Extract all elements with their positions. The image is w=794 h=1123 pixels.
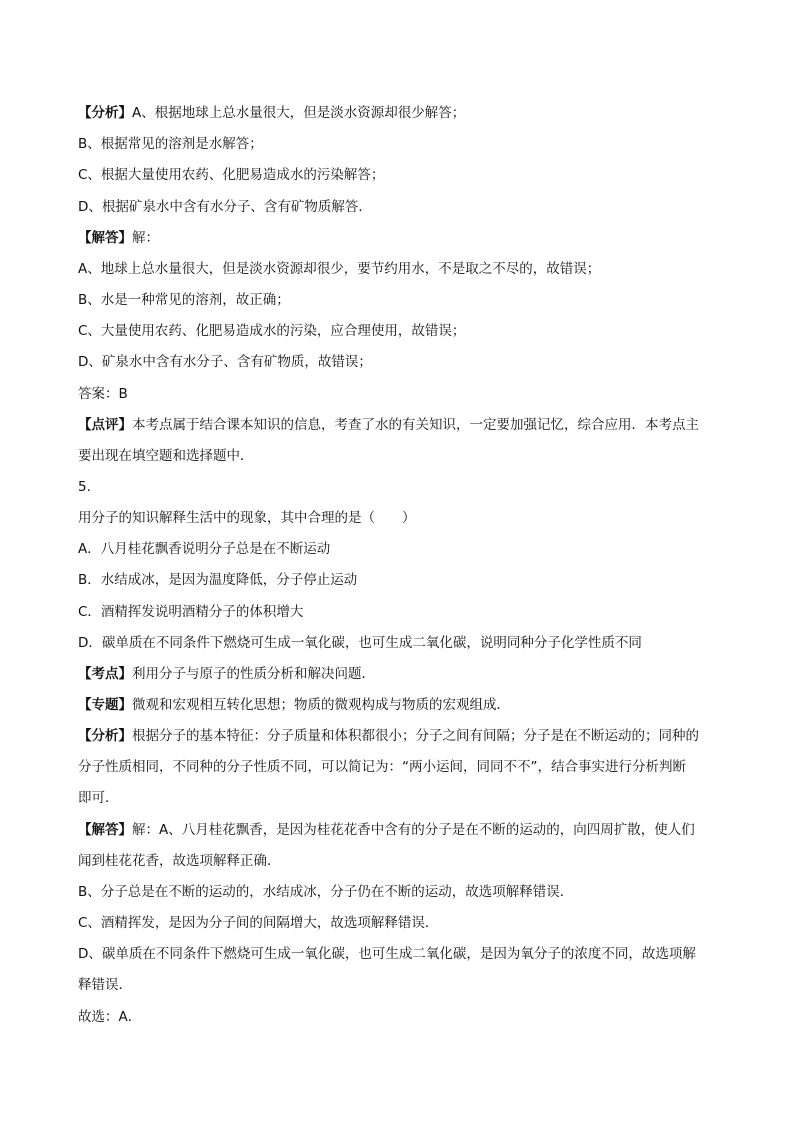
analysis5-line3: 即可． bbox=[78, 790, 119, 806]
analysis5-line1 bbox=[78, 726, 699, 746]
answer4-intro: 解： bbox=[132, 230, 159, 246]
answer4-heading bbox=[78, 228, 159, 248]
answer4-line-c: C、大量使用农药、化肥易造成水的污染，应合理使用，故错误； bbox=[78, 323, 466, 339]
zhuanti5-text: 微观和宏观相互转化思想；物质的微观构成与物质的宏观组成． bbox=[132, 697, 510, 713]
kaodian5-line bbox=[78, 664, 375, 684]
answer5-line-d1: D、碳单质在不同条件下燃烧可生成一氧化碳，也可生成二氧化碳，是因为氧分子的浓度不同，故选项解 bbox=[78, 946, 696, 962]
analysis4-line-c: C、根据大量使用农药、化肥易造成水的污染解答； bbox=[78, 167, 385, 183]
analysis5-label: 【分析】 bbox=[78, 728, 132, 744]
answer5-line-d2: 释错误． bbox=[78, 977, 132, 993]
analysis4-text-a: A、根据地球上总水量很大，但是淡水资源却很少解答； bbox=[132, 105, 466, 121]
answer4-final: 答案：B bbox=[78, 386, 128, 402]
answer5-line-c: C、酒精挥发，是因为分子间的间隔增大，故选项解释错误． bbox=[78, 915, 439, 931]
zhuanti5-line bbox=[78, 695, 510, 715]
analysis4-line-b: B、根据常见的溶剂是水解答； bbox=[78, 136, 263, 152]
question5-option-c: C．酒精挥发说明酒精分子的体积增大 bbox=[78, 604, 304, 620]
answer4-line-b: B、水是一种常见的溶剂，故正确； bbox=[78, 292, 290, 308]
answer4-label: 【解答】 bbox=[78, 230, 132, 246]
analysis4-line-a bbox=[78, 103, 465, 123]
answer5-label: 【解答】 bbox=[78, 822, 132, 838]
answer5-line1 bbox=[78, 820, 695, 840]
answer5-line-b: B、分子总是在不断的运动的，水结成冰，分子仍在不断的运动，故选项解释错误． bbox=[78, 884, 574, 900]
answer4-line-d: D、矿泉水中含有水分子、含有矿物质，故错误； bbox=[78, 354, 372, 370]
analysis5-line2: 分子性质相同，不同种的分子性质不同，可以简记为：“两小运间，同同不不”，结合事实进行分析判断 bbox=[78, 759, 686, 775]
comment4-line1 bbox=[78, 415, 699, 435]
answer5-final: 故选：A． bbox=[78, 1009, 142, 1025]
kaodian5-label: 【考点】 bbox=[78, 666, 132, 682]
comment4-line2: 要出现在填空题和选择题中． bbox=[78, 448, 254, 464]
question5-option-b: B．水结成冰，是因为温度降低，分子停止运动 bbox=[78, 572, 358, 588]
analysis4-line-d: D、根据矿泉水中含有水分子、含有矿物质解答． bbox=[78, 199, 372, 215]
question5-stem: 用分子的知识解释生活中的现象，其中合理的是（ ） bbox=[78, 510, 416, 526]
analysis5-text1: 根据分子的基本特征：分子质量和体积都很小；分子之间有间隔；分子是在不断运动的；同种的 bbox=[132, 728, 699, 744]
question5-option-a: A．八月桂花飘香说明分子总是在不断运动 bbox=[78, 541, 331, 557]
answer5-text1: 解：A、八月桂花飘香，是因为桂花花香中含有的分子是在不断的运动的，向四周扩散，使人们 bbox=[132, 822, 695, 838]
answer5-line2: 闻到桂花花香，故选项解释正确． bbox=[78, 853, 281, 869]
kaodian5-text: 利用分子与原子的性质分析和解决问题． bbox=[132, 666, 375, 682]
comment4-text1: 本考点属于结合课本知识的信息，考查了水的有关知识，一定要加强记忆，综合应用．本考点主 bbox=[132, 417, 699, 433]
zhuanti5-label: 【专题】 bbox=[78, 697, 132, 713]
comment4-label: 【点评】 bbox=[78, 417, 132, 433]
analysis4-label: 【分析】 bbox=[78, 105, 132, 121]
question5-number: 5. bbox=[78, 479, 91, 495]
answer4-line-a: A、地球上总水量很大，但是淡水资源却很少，要节约用水，不是取之不尽的，故错误； bbox=[78, 261, 601, 277]
question5-option-d: D．碳单质在不同条件下燃烧可生成一氧化碳，也可生成二氧化碳，说明同种分子化学性质不同 bbox=[78, 635, 642, 651]
